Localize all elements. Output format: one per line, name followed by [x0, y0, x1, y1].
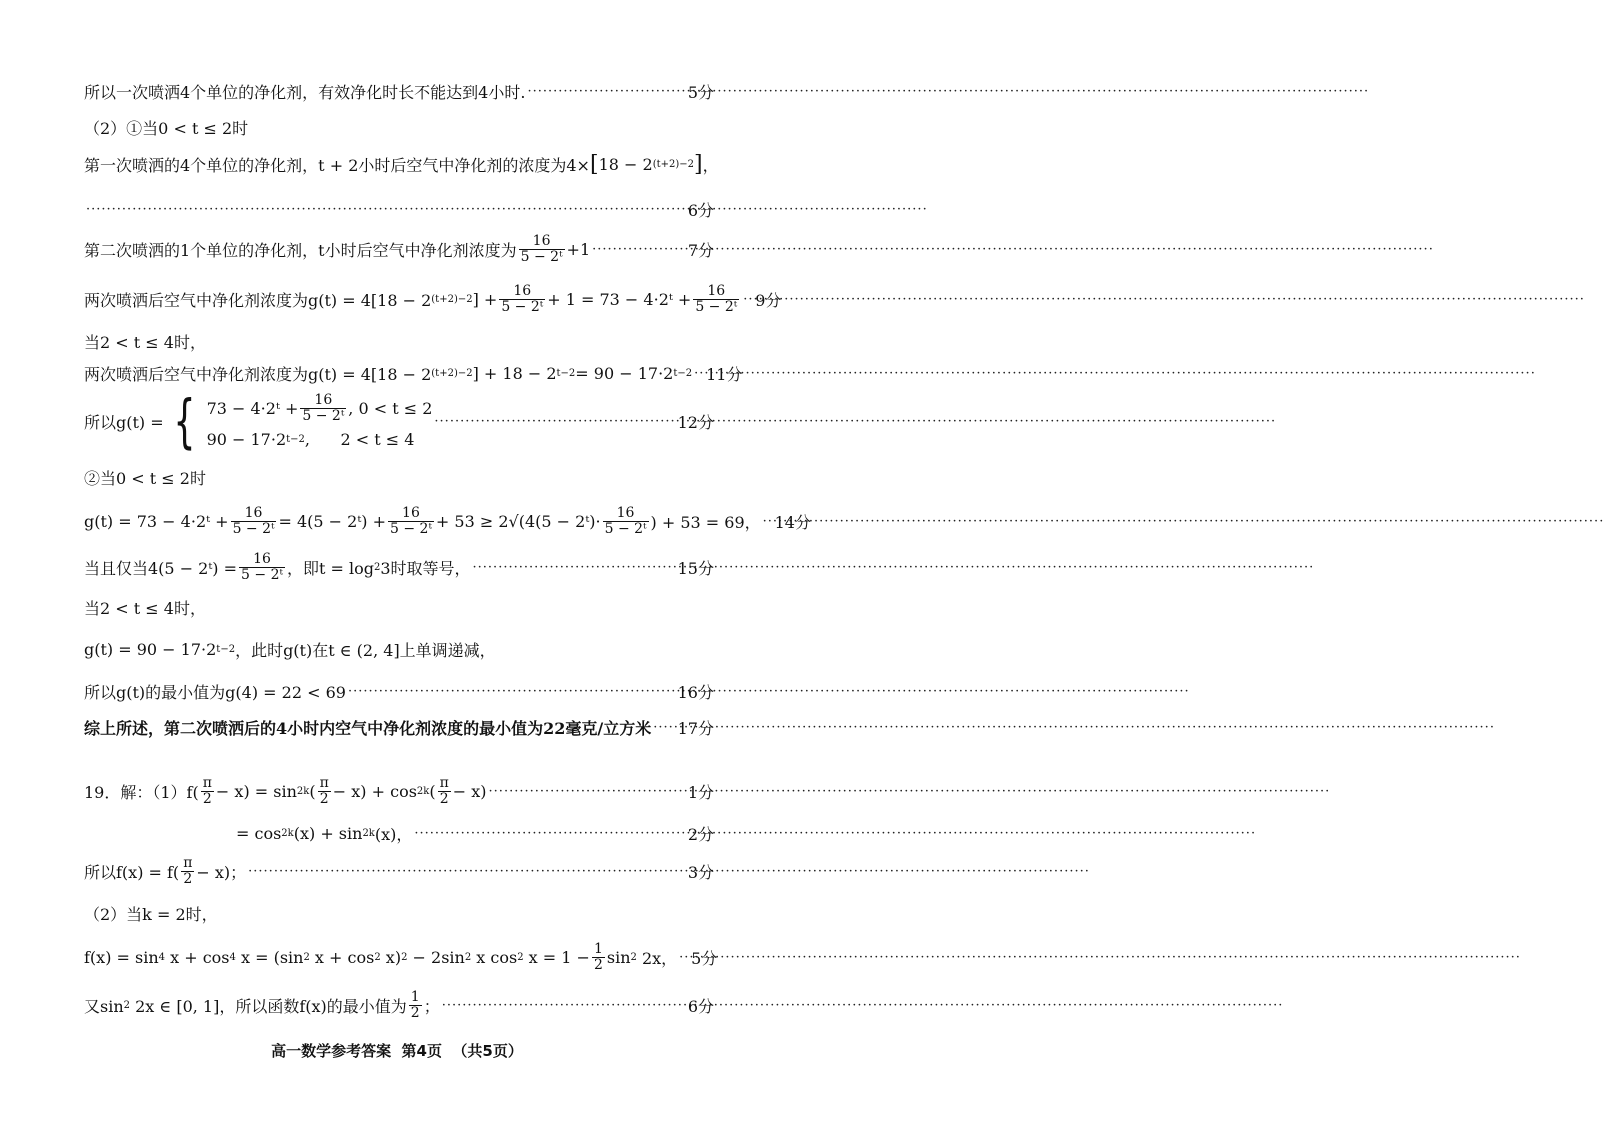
answer-line	[84, 362, 743, 385]
piecewise-definition: 所以g(t) = { 73 − 4·2ᵗ + $\frac{16}{\text{5 − 2ᵗ}}$ , 0 < t ≤ 2 90 − 17·2 t−2 , 2 < t ≤ 4	[84, 387, 433, 455]
answer-line	[84, 552, 714, 584]
fraction: $\frac{16}{\text{5 − 2ᵗ}}$	[501, 283, 544, 316]
score-mark: 12分	[677, 412, 714, 432]
fraction: $\frac{\pi}{2}$	[439, 775, 449, 808]
fraction: $\frac{16}{\text{5 − 2ᵗ}}$	[520, 233, 563, 266]
left-brace: {	[173, 387, 196, 455]
line-text: （2）当k = 2时，	[84, 905, 218, 924]
answer-line	[84, 596, 714, 619]
answer-line	[84, 505, 811, 538]
score-mark: 5分	[691, 949, 718, 969]
answer-line	[84, 116, 714, 139]
answer-line	[84, 638, 714, 661]
line-text: 第二次喷洒的1个单位的净化剂，t小时后空气中净化剂浓度为 $\frac{16}{\text{5 − 2ᵗ}}$ +1	[84, 233, 591, 266]
score-mark: 6分	[687, 997, 714, 1017]
line-text: （2）①当0 < t ≤ 2时	[84, 119, 249, 138]
fraction: $\frac{16}{\text{5 − 2ᵗ}}$	[232, 505, 275, 538]
score-mark: 7分	[687, 241, 714, 261]
answer-line	[84, 990, 714, 1022]
answer-line	[84, 776, 714, 808]
line-text: ②当0 < t ≤ 2时	[84, 469, 206, 488]
line-text: 当2 < t ≤ 4时，	[84, 599, 206, 618]
score-mark: 3分	[687, 863, 714, 883]
line-text: 当2 < t ≤ 4时，	[84, 333, 206, 352]
fraction: $\frac{16}{\text{5 − 2ᵗ}}$	[241, 551, 283, 584]
line-text: g(t) = 73 − 4·2ᵗ + $\frac{16}{\text{5 − 2ᵗ}}$ = 4(5 − 2ᵗ) + $\frac{16}{\text{5 − 2ᵗ}}$ + 53 ≥ 2√(4(5 − 2ᵗ)· $\frac{16}{\text{5 − 2ᵗ}}$ ) + 53 = 69，	[84, 505, 761, 538]
answer-line	[84, 716, 714, 739]
answer-line	[236, 822, 714, 845]
fraction: $\frac{16}{\text{5 − 2ᵗ}}$	[604, 505, 647, 538]
answer-line	[84, 387, 714, 455]
score-mark: 2分	[687, 825, 714, 844]
answer-line	[84, 152, 719, 177]
score-mark: 9分	[755, 291, 782, 311]
fraction: $\frac{16}{\text{5 − 2ᵗ}}$	[390, 505, 432, 538]
fraction: $\frac{\pi}{2}$	[319, 775, 329, 808]
answer-line	[84, 330, 714, 353]
line-text: f(x) = sin 4 x + cos 4 x = (sin 2 x + cos 2 x) 2 − 2sin 2 x cos 2 x = 1 − $\frac{1}{2}$ sin 2 2x，	[84, 941, 678, 974]
line-text: 19．解：（1）f( $\frac{\pi}{2}$ − x) = sin 2k ( $\frac{\pi}{2}$ − x) + cos 2k ( $\frac{\pi}{2}$ − x)	[84, 775, 487, 808]
line-text: 所以f(x) = f( $\frac{\pi}{2}$ − x)；	[84, 855, 247, 888]
score-mark: 5分	[687, 83, 714, 102]
line-text: 所以一次喷洒4个单位的净化剂，有效净化时长不能达到4小时.	[84, 83, 526, 102]
answer-line	[84, 283, 782, 316]
fraction: $\frac{16}{\text{5 − 2ᵗ}}$	[695, 283, 738, 316]
score-mark: 17分	[677, 719, 714, 738]
answer-line	[84, 466, 714, 489]
answer-line	[84, 941, 718, 974]
fraction: $\frac{1}{2}$	[593, 941, 603, 974]
score-mark: 16分	[677, 683, 714, 702]
fraction: $\frac{1}{2}$	[410, 989, 420, 1022]
answer-line	[84, 234, 714, 266]
fraction: $\frac{\pi}{2}$	[202, 775, 212, 808]
answer-line	[84, 80, 714, 103]
line-text: 又sin 2 2x ∈ [0, 1]，所以函数f(x)的最小值为 $\frac{1}{2}$ ；	[84, 989, 440, 1022]
score-mark: 14分	[774, 513, 811, 533]
page-footer: 高一数学参考答案 第4页 （共5页）	[271, 1042, 523, 1060]
answer-line	[84, 902, 714, 925]
score-mark: 15分	[677, 559, 714, 579]
line-text: 当且仅当4(5 − 2ᵗ) = $\frac{16}{\text{5 − 2ᵗ}}$ ，即t = log 2 3时取等号，	[84, 551, 471, 584]
answer-line	[84, 198, 714, 221]
line-text: 所以g(t)的最小值为g(4) = 22 < 69	[84, 683, 346, 702]
answer-line	[84, 856, 714, 888]
score-mark: 6分	[687, 201, 714, 220]
answer-line	[84, 680, 714, 703]
line-text: 两次喷洒后空气中净化剂浓度为g(t) = 4[18 − 2 (t+2)−2 ] + 18 − 2 t−2 = 90 − 17·2 t−2	[84, 364, 693, 384]
line-text: 两次喷洒后空气中净化剂浓度为g(t) = 4[18 − 2 (t+2)−2 ] + $\frac{16}{\text{5 − 2ᵗ}}$ + 1 = 73 − 4·2ᵗ + $\frac{16}{\text{5 − 2ᵗ}}$	[84, 283, 738, 316]
score-mark: 11分	[706, 365, 743, 384]
score-mark: 1分	[687, 783, 714, 803]
line-text: 综上所述，第二次喷洒后的4小时内空气中净化剂浓度的最小值为22毫克/立方米	[84, 719, 652, 738]
fraction: $\frac{16}{\text{5 − 2ᵗ}}$	[302, 391, 345, 424]
fraction: $\frac{\pi}{2}$	[183, 855, 193, 888]
line-text: 第一次喷洒的4个单位的净化剂，t + 2小时后空气中净化剂的浓度为4× [ 18 − 2 (t+2)−2 ] ，	[84, 152, 719, 177]
line-text: g(t) = 90 − 17·2 t−2 ，此时g(t)在t ∈ (2, 4]上单调递减，	[84, 640, 496, 660]
line-text: = cos 2k (x) + sin 2k (x)，	[236, 824, 413, 844]
